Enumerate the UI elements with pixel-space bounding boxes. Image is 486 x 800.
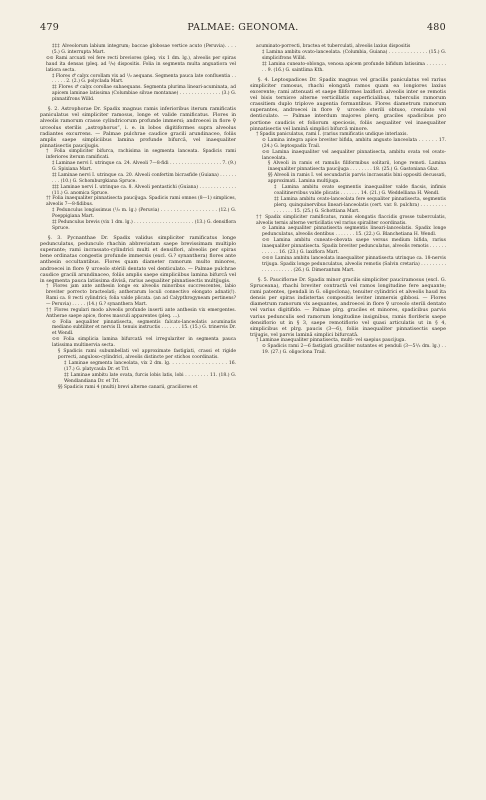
key-entry: ⊙ Spadicis rami 2—6 fastigiati graciliter nutantes et penduli (3—5¹/₂ dm. lg.) . . 19. (27.) G. oligoclona Trail. [262, 344, 446, 356]
key-entry: ‡‡‡ Alveolorum labium integrum; baccae globosae vertice acuto (Peruvia). . . . (5.) G. interrupta Mart. [52, 44, 236, 55]
page-header [40, 22, 446, 36]
key-entry: ‡ Laminae segmenta lanceolata, vix 2 dm. lg. . . . . . . . . . . . . . . . . . 16. (17.) G. platycaula Dr. et Trl. [64, 360, 236, 372]
key-entry: ⊙⊙ Lamina ambitu cuneato-obovata saepe versus medium bifida, rarius inaequaliter pinnatisecta. Spadix breviter pedunculatus, alveolis remotis . . . . . . . . . . . . 16. (23.) G. laxiflora Mart. [262, 238, 446, 256]
section-paragraph: §. 5. Pauciflorae Dr. Spadix minor gracilis simpliciter pauciramosus (excl. G. Spruceana), rhachi breviter contractâ vel ramos longitudine fere aequante; rami patentes, (pendali in G. oligoclona), tenuiter cylindrici et alveolis haud ita densis per spiras indistertas compositis leviter immersis gibbosi. — Flores diametrum ramorum vix aequantes, androecei in flore ♀ urceolo sterili dentato vel varius digitifido. — Palmae plrg. graciles et minores, spadicibus parvis varius pedunculis sed ramorum longitudine insignibus, ramis floriferis saepe densiflorio ut in § 3, saepe remotiflorio vel quasi articulatis ut in § 4, simplicibus et plrg. paucis (3—6), foliis inaequaliter pinnatisectis saepe trijugis, vel parvis laminâ simplici bifurcatâ. [250, 276, 446, 339]
key-entry: ‡ Lamina ambitu ovato segmentis inaequaliter valde flacsis, infimis coalitinervibus valde plicatis . . . . . . . 14. (21.) G. Weddelliana H. Wendl. [274, 185, 446, 196]
key-entry: ⊙⊙⊙ Lamina ambitu lanceolata inaequaliter pinnatisecta utrinque ca. 18-nervis trijuga. Spadix longe pedunculatus, alveolis remotis (Salvin cretaria) . . . . . . . . . . . . . . . . . . . . (26.) G. Dimerantum Mart. [262, 255, 446, 273]
key-entry: ⊙⊙ Rami arcuati vel fere recti breviores (pleq. vix 1 dm. lg.), alveolis per spiras haud ita densas (pleq. ad ⁵/₈) dispositis. Folia in segmenta multa anguatiora vel latiora secta. [46, 55, 236, 73]
key-entry: ‡‡ Lamina cuneato-oblonga, venosa apicem profunde bifidum latissima . . . . . . . . . 9. (16.) G. saintlima Kth. [262, 61, 446, 73]
section-paragraph: §. 4. Leptospadices Dr. Spadix magnus vel gracilis paniculatus vel rarius simpliciter ramosus, rhachi elongatâ ramos quam ea longiores laxius excerente; rami attenuati et saepe filiformes laxiflori. alveolis inter se remotis vel bisis ternisve alterne verticillatis superficialibus, tuberculis ramorum crassitiem duplo triplove augentia formantibus. Flores diametrum ramorum superantes, androecei in flore ♀ urceolo sterili obtuso, crenulato vel denticulato. — Palmae interdum majores plerq. graciles spadicibus pro portione caudicis et foliorum speciosis, foliis aequaliter vel inaequaliter pinnatisectis vel laminâ simplici bifurcâ minore. [250, 76, 446, 132]
key-entry: ‡ Lamina ambitu ovato-lanceolata. (Columbia, Guiana) . . . . . . . . . . . . . (15.) G. simplicifrons Willd. [262, 49, 446, 61]
key-entry: † Flores jam ante anthesin longe ex alveolis minoribus succrescentes, labio breviter porrecto bracteolati; antherarum loculi connectivo elongato adnati(!). Rami ca. 8 recti cylindrici; folia valde plicata. (an ad Calypthrogyneam pertinens? — Peruvia) . . . . . (14.) G.? synanthera Mart. [46, 284, 236, 307]
key-entry: ⊙⊙ Folia simplicia lamina bifurcatâ vel irregulariter in segmenta paucа latissima multinervia secta. [52, 337, 236, 349]
key-entry: †† Flores regulari modo alveolis profunde inserti ante anthesin vix emergentes. Antherae saepe apice, flores masculi apparentes (pleq. ...). [46, 307, 236, 319]
spacer [40, 232, 236, 234]
key-entry: §§ Spadicis rami 4 (multi) brevi alterne canarii, graciliores et [58, 384, 198, 390]
page-number-left: 479 [40, 22, 60, 33]
key-entry: ‡‡‡ Laminae nervi I. utrinque ca. 8. Alveoli pentastichi (Guiana) . . . . . . . . . . . . . (11.) G. anomica Spruce. [52, 184, 236, 196]
key-entry: ‡‡ Pedunculus brevis (vix 1 dm. lg.) . . . . . . . . . . . . . . . . . . . . . (13.) G. densiflora Spruce. [52, 220, 236, 231]
key-entry: ‡ Pedunculus longissimus (¹/₂ m. lg.) (Peruvia) . . . . . . . . . . . . . . . . . . (12.) G. Poeppigiana Mart. [52, 208, 236, 220]
left-column [40, 44, 236, 390]
key-entry: ‡‡ Flores ♂ calyx corollae subaequans. Segmenta plurima lineari-acuminata, ad apicem laminae latissima (Columbiae silvae montanae) . . . . . . . . . . . . . . (3.) G. pinnatifrons Willd. [52, 85, 236, 103]
spacer [250, 274, 446, 276]
section-paragraph: §. 3. Pycnanthae Dr. Spadix validus simpliciter ramificatus longe pedunculatus, pedunculo rhachin abbreviatam saepe brevissimam multiplo superante; rami incrassato-cylindrici multi et densiflori, alveolis per spiras bene ordinatas congestis profunde immersis (excl. G.? synanthera) flores ante anthesin occultantibus. Flores quam diameter ramorum multo minores, androecei in flore ♀ urceolo stérili dentato vel denticulato. — Palmae pulchrae caudice gracili arundinaceo, foliis amplis saepe simpliciibus lamina bifurcâ vel in segmenta paucа latissima divisâ, rarius aequaliter pinnatisectis multijugis. [40, 234, 236, 284]
spacer [250, 74, 446, 76]
key-entry: ⊙ Lamina aequaliter pinnatisecta segmentis lineari-lanceolatis. Spadix longe pedunculatus, alveolis dentibus . . . . . . . 15. (22.) G. Blanchetiana H. Wendl. [262, 226, 446, 238]
right-column [250, 44, 446, 356]
page-number-right: 480 [426, 22, 446, 33]
key-entry: § Spadicis rami subumbellati vel approximate fastigiati, crassi et rigide porrecti, angulosо-cylindrici, alveolis distincte per stichos coordinatis. [58, 349, 236, 360]
key-entry: †† Folia inaequaliter pinnatisecta paucijuga. Spadicis rami omnes (8—1) simplices, alveolis 7—8-fidibus. [46, 196, 236, 208]
key-entry: ⊙ Folia aequaliter pinnatisecta, segmentis falcato-lanceolatis acuminatis mediano subtiliter et nervis II. tenuis instructis . . . . . . . 15. (15.) G. trinervis Dr. et Wendl. [52, 319, 236, 337]
key-entry: †† Spadix simpliciter ramificatus, ramis elongatis flaccidis grosse tuberculatis, alveolis ternis alterne verticillatis vel rarius spiraliter coordinatis. [256, 214, 446, 226]
key-entry: ⊙⊙ Lamina inaequaliter vel aequaliter pinnatisecta, ambitu ovata vel ovato-lanceolata. [262, 149, 446, 161]
key-entry: ‡ Flores ♂ calyx corollam vix ad ¹/₂ aequans. Segmenta pauca late confluentia . . . . . . . 2. (2.) G. polyclada Mart. [52, 73, 236, 85]
spacer [40, 103, 236, 105]
key-entry: ‡‡ Laminae ambitu late ovata, furcis lobis latis, lobi . . . . . . . . 11. (18.) G. Wendlandiana Dr. et Trl. [64, 372, 236, 384]
key-entry: acuminato-porrecti, bractea et tuberculati, alveolis laxius dispositis [256, 44, 411, 49]
running-title: PALMAE: GEONOMA. [187, 22, 299, 33]
key-entry: §§ Alveoli in ramis I. vel secundariis parvis incrassatis bini oppositi decussati, approximati. Lamina multijuga. [268, 173, 446, 185]
key-entry: † Laminae inaequaliter pinnatisecta, multi- vel saepius paucijuga. [256, 338, 406, 344]
key-entry: ‡‡ Laminae nervi I. utrinque ca. 20. Alveoli confertim bicrasfide (Guiana) . . . . . . . . . (10.) G. Schomburgkiana Spruce. [52, 172, 236, 184]
key-entry: † Folia simpliciter bifurca, rachisima in segmenta lanceata. Spadicis rami inferiores iterum ramificati. [46, 149, 236, 161]
key-entry: ‡ Laminae nervi I. utrinque ca. 24. Alveoli 7—8-fidi . . . . . . . . . . . . . . . . . . 7. (9.) G. Spixiana Mart. [52, 160, 236, 172]
section-paragraph: §. 2. Astrophorae Dr. Spadix magnus ramis inferioribus iterum ramificatis paniculatus vel simpliciter ramosus, longe et valide ramificatus. Flores in alveolis ramorum crasse cylindricorum profunde immersi; androecei in flore ♀ urceolus sterilis „astrophorus“, i. e. in lobos digitiformes supra alveolus radiantes excurrens. — Palmae pulchrae caudice gracili arundinaceo, foliis amplis saepe simpliciibus lamina profunde bifurcâ, vel inaequaliter pinnatisectis paucijugis. [40, 106, 236, 149]
key-entry: ⊙ Lamina integra apice breviter bifida, ambitu angusto lanceolata . . . . . . 17. (24.) G. leptospadix Trail. [262, 137, 446, 149]
key-entry: † Spadix paniculatus, rami I. (rarius ramificatis undique interlaxis. [256, 131, 408, 137]
key-entry: ‡‡ Lamina ambitu ovato-lanceolata fere sequaliter pinnatisecta, segmentis plerq. quinquinervibus lineari-lanceolatis (cert. var. 8. pulchra) . . . . . . . . . . . . . . . . 15. (25.) G. Schottiana Mart. [274, 196, 446, 214]
key-entry: § Alveoli in ramis et ramulis filiformibus solitarii, longe remoti. Lamina inaequaliter pinnatisecta paucijuga . . . . . . . . 18. (25.) G. Gastoniana Glaz. [268, 161, 446, 173]
